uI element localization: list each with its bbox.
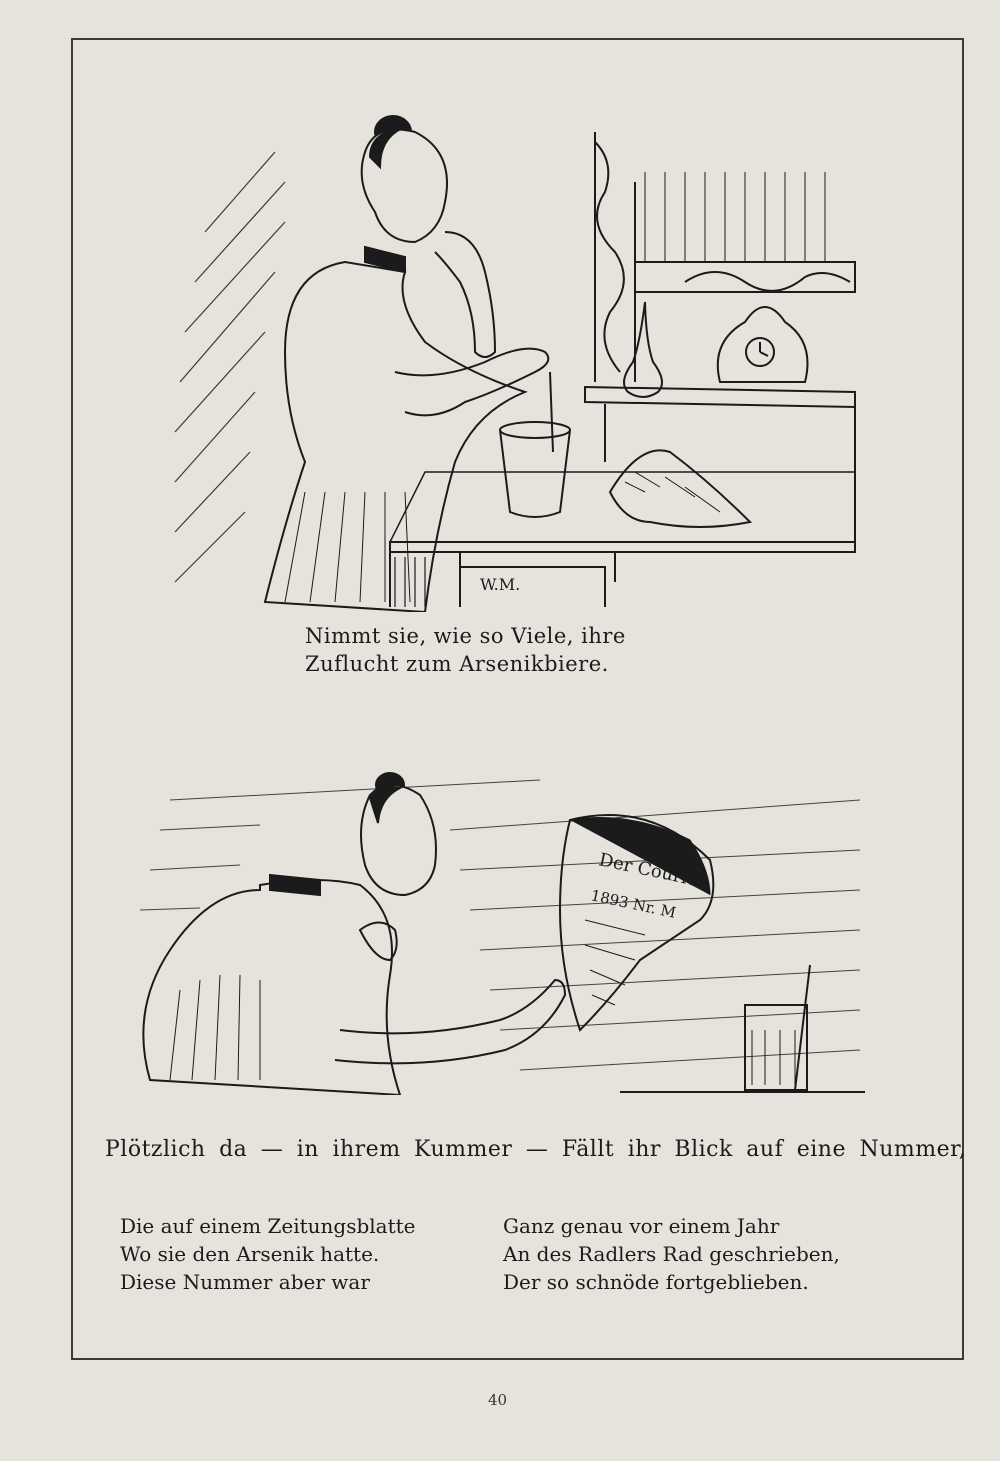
vase-icon [624,302,662,397]
woman-figure [265,116,548,612]
verse-left-line-1: Die auf einem Zeitungsblatte [120,1214,416,1238]
verse-right-line-2: An des Radlers Rad geschrieben, [503,1242,840,1266]
glass-icon [500,372,570,517]
illustration-woman-at-table [165,112,865,612]
woman-figure [143,773,565,1095]
newspaper-cone-icon [560,815,713,1030]
caption-top [305,622,626,678]
verse-right-column [503,1212,840,1296]
illustration-woman-with-newspaper [120,770,870,1095]
glass-icon [745,965,810,1090]
newspaper-title: Der Courier [596,849,709,893]
verse-left-line-3: Diese Nummer aber war [120,1270,370,1294]
caption-top-line-1: Nimmt sie, wie so Viele, ihre [305,624,626,648]
newspaper-number: 1893 Nr. M [589,886,678,922]
table [390,542,855,552]
caption-middle: Plötzlich da — in ihrem Kummer — Fällt ihr Blick auf eine Nummer, [105,1137,967,1162]
clock-icon [718,307,808,382]
verse-right-line-3: Der so schnöde fortgeblieben. [503,1270,809,1294]
caption-top-line-2: Zuflucht zum Arsenikbiere. [305,652,609,676]
verse-right-line-1: Ganz genau vor einem Jahr [503,1214,780,1238]
artist-signature: W.M. [480,575,521,594]
verse-left-line-2: Wo sie den Arsenik hatte. [120,1242,380,1266]
mirror-frame-icon [595,132,855,382]
verse-left-column [120,1212,416,1296]
page-number: 40 [488,1391,508,1409]
paper-packet-icon [610,450,750,527]
